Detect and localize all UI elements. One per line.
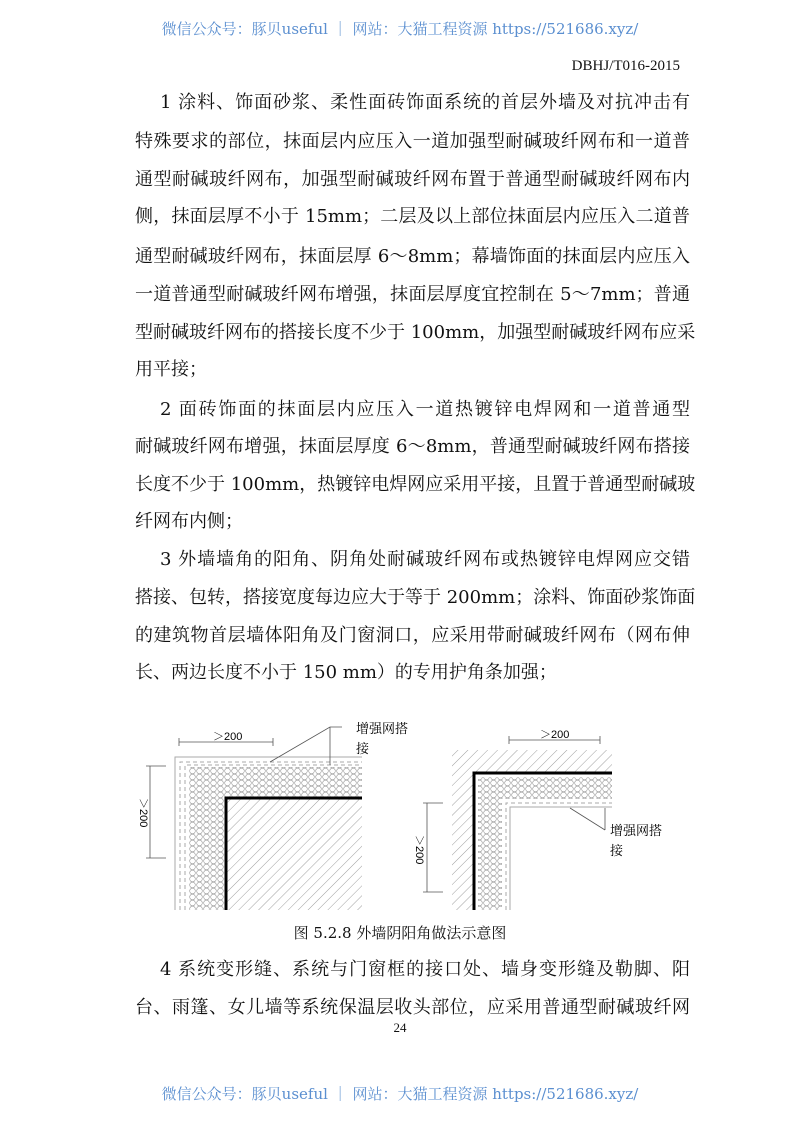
document-code: DBHJ/T016-2015: [571, 58, 680, 74]
dimension-label: ＞200: [137, 798, 149, 828]
paragraph-line: 的建筑物首层墙体阳角及门窗洞口，应采用带耐碱玻纤网布（网布伸: [135, 625, 690, 646]
paragraph-line: 耐碱玻纤网布增强，抹面层厚度 6～8mm，普通型耐碱玻纤网布搭接: [135, 436, 690, 457]
internal-corner-diagram: [423, 736, 612, 910]
paragraph-line: 通型耐碱玻纤网布，抹面层厚 6～8mm；幕墙饰面的抹面层内应压入: [135, 246, 690, 267]
paragraph-line: 3 外墙墙角的阳角、阴角处耐碱玻纤网布或热镀锌电焊网应交错: [160, 549, 690, 570]
paragraph-line: 1 涂料、饰面砂浆、柔性面砖饰面系统的首层外墙及对抗冲击有: [160, 92, 690, 113]
mesh-overlap-label: 增强网搭: [610, 824, 663, 839]
paragraph-line: 通型耐碱玻纤网布，加强型耐碱玻纤网布置于普通型耐碱玻纤网布内: [135, 169, 690, 190]
paragraph-line: 侧，抹面层厚不小于 15mm；二层及以上部位抹面层内应压入二道普: [135, 206, 690, 227]
dimension-label: ＞200: [213, 731, 243, 743]
watermark-bottom: 微信公众号：豚贝useful ｜ 网站：大猫工程资源 https://521686.xyz/: [161, 1085, 639, 1103]
mesh-overlap-label: 接: [610, 844, 624, 859]
paragraph-line: 长、两边长度不小于 150 mm）的专用护角条加强；: [135, 662, 557, 683]
paragraph-line: 用平接；: [135, 359, 207, 380]
external-corner-diagram: [146, 727, 362, 910]
paragraph-line: 搭接、包转，搭接宽度每边应大于等于 200mm；涂料、饰面砂浆饰面: [135, 587, 696, 608]
paragraph-line: 型耐碱玻纤网布的搭接长度不少于 100mm，加强型耐碱玻纤网布应采: [135, 322, 696, 343]
figure-caption: 图 5.2.8 外墙阴阳角做法示意图: [293, 924, 507, 942]
paragraph-line: 一道普通型耐碱玻纤网布增强，抹面层厚度宜控制在 5～7mm；普通: [135, 284, 690, 305]
dimension-label: ＞200: [540, 729, 570, 741]
paragraph-line: 纤网布内侧；: [135, 511, 243, 532]
paragraph-line: 4 系统变形缝、系统与门窗框的接口处、墙身变形缝及勒脚、阳: [160, 959, 690, 980]
paragraph-line: 2 面砖饰面的抹面层内应压入一道热镀锌电焊网和一道普通型: [160, 399, 690, 420]
mesh-overlap-label: 增强网搭: [356, 722, 409, 737]
dimension-label: ＞200: [413, 835, 425, 865]
watermark-top: 微信公众号：豚贝useful ｜ 网站：大猫工程资源 https://521686.xyz/: [161, 20, 639, 38]
page-number: 24: [393, 1020, 407, 1035]
paragraph-line: 台、雨篷、女儿墙等系统保温层收头部位，应采用普通型耐碱玻纤网: [135, 997, 690, 1018]
paragraph-line: 特殊要求的部位，抹面层内应压入一道加强型耐碱玻纤网布和一道普: [135, 131, 690, 152]
mesh-overlap-label: 接: [356, 742, 370, 757]
paragraph-line: 长度不少于 100mm，热镀锌电焊网应采用平接，且置于普通型耐碱玻: [135, 474, 696, 495]
